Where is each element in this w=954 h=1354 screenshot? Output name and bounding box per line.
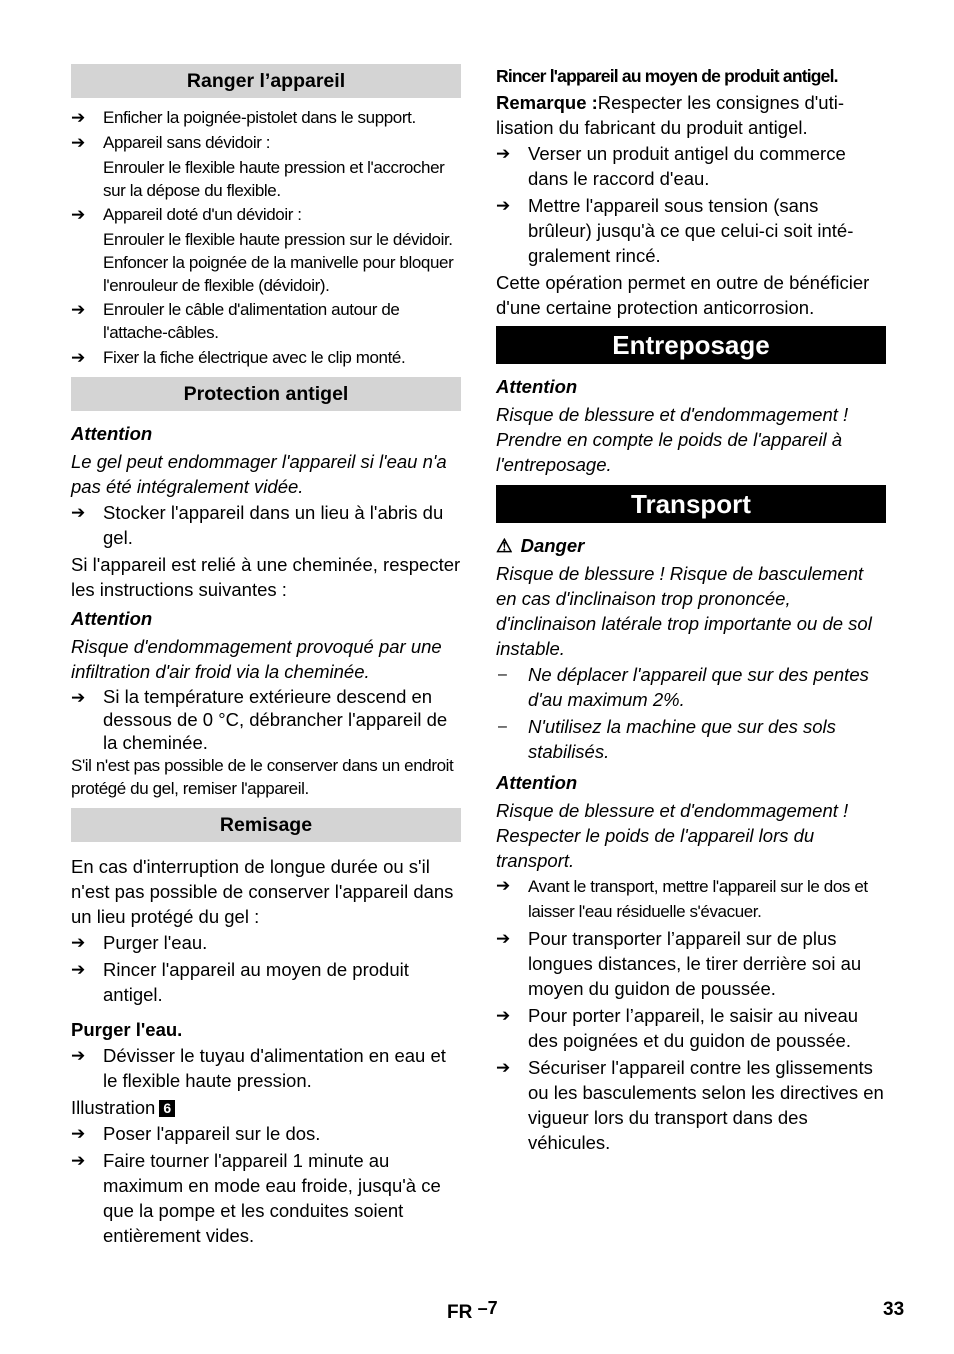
arrow-icon: ➔ — [71, 133, 86, 152]
paragraph: Cette opération permet en outre de bénéficier d'une certaine protection anticorrosion. — [496, 272, 870, 318]
arrow-icon: ➔ — [496, 144, 511, 163]
arrow-icon: ➔ — [496, 1058, 511, 1077]
list-item: ➔ Enrouler le câble d'alimentation autour de l'attache-câbles. — [71, 300, 400, 342]
list-item: – Ne déplacer l'appareil que sur des pentes d'au maximum 2%. — [498, 664, 869, 710]
list-item-detail: Enrouler le flexible haute pression et l'accrocher sur la dépose du flexible. — [103, 158, 445, 200]
list-item: ➔ Rincer l'appareil au moyen de produit antigel. — [71, 959, 409, 1005]
list-item-detail: Enrouler le flexible haute pression sur le dévidoir. Enfoncer la poignée de la manivelle pour bloquer l'enrouleur de flexible (dévidoir). — [103, 230, 454, 295]
list-item: ➔ Pour porter l’appareil, le saisir au niveau des poignées et du guidon de poussée. — [496, 1005, 859, 1051]
paragraph: Si l'appareil est relié à une cheminée, respecter les instructions suivantes : — [71, 554, 461, 600]
arrow-icon: ➔ — [71, 205, 86, 224]
list-item: ➔ Dévisser le tuyau d'alimentation en eau et le flexible haute pression. — [71, 1045, 446, 1091]
paragraph: S'il n'est pas possible de le conserver dans un endroit protégé du gel, remiser l'appareil. — [71, 756, 454, 798]
warning-triangle-icon: ⚠ — [496, 535, 513, 556]
arrow-icon: ➔ — [71, 933, 86, 952]
arrow-icon: ➔ — [71, 300, 86, 319]
list-item: ➔ Verser un produit antigel du commerce dans le raccord d'eau. — [496, 143, 846, 189]
attention-label: Attention — [71, 423, 153, 444]
arrow-icon: ➔ — [71, 1151, 86, 1170]
dash-bullet: – — [498, 718, 507, 735]
list-item: ➔ Stocker l'appareil dans un lieu à l'abris du gel. — [71, 502, 444, 548]
list-item: ➔ Purger l'eau. — [71, 932, 208, 953]
attention-label: Attention — [496, 376, 578, 397]
arrow-icon: ➔ — [71, 1046, 86, 1065]
attention-text: Risque de blessure et d'endommagement ! Respecter le poids de l'appareil lors du transport. — [496, 800, 849, 871]
list-item: – N'utilisez la machine que sur des sols stabilisés. — [498, 716, 836, 762]
arrow-icon: ➔ — [496, 196, 511, 215]
list-item: ➔ Pour transporter l’appareil sur de plus longues distances, le tirer derrière soi au moyen du guidon de poussée. — [496, 928, 862, 999]
subheading: Purger l'eau. — [71, 1019, 183, 1040]
footer-language-page: FR –7 — [447, 1298, 498, 1323]
list-item: ➔ Appareil sans dévidoir : — [71, 133, 271, 152]
arrow-icon: ➔ — [71, 960, 86, 979]
dash-bullet: – — [498, 666, 507, 683]
arrow-icon: ➔ — [71, 688, 86, 707]
list-item: ➔ Mettre l'appareil sous tension (sans brûleur) jusqu'à ce que celui-ci soit intégralement rincé. — [496, 195, 854, 266]
attention-text: Risque de blessure et d'endommagement ! Prendre en compte le poids de l'appareil à l'entreposage. — [496, 404, 849, 475]
list-item: ➔ Enficher la poignée-pistolet dans le support. — [71, 108, 416, 127]
danger-text: Risque de blessure ! Risque de basculement en cas d'inclinaison trop prononcée, d'inclinaison latérale trop importante ou de sol instable. — [496, 563, 872, 659]
list-item: ➔ Faire tourner l'appareil 1 minute au maximum en mode eau froide, jusqu'à ce que la pompe et les conduites soient entièrement vides. — [71, 1150, 441, 1246]
arrow-icon: ➔ — [71, 348, 86, 367]
section-heading-transport: Transport — [496, 485, 886, 523]
illustration-ref: Illustration 6 — [71, 1095, 461, 1120]
list-item: ➔ Sécuriser l'appareil contre les glissements ou les basculements selon les directives en vigueur lors du transport dans des véhicules. — [496, 1057, 884, 1153]
section-heading-antigel: Protection antigel — [71, 377, 461, 411]
arrow-icon: ➔ — [71, 503, 86, 522]
arrow-icon: ➔ — [496, 1006, 511, 1025]
paragraph: En cas d'interruption de longue durée ou s'il n'est pas possible de conserver l'appareil dans un lieu protégé du gel : — [71, 856, 454, 927]
danger-label: ⚠ Danger — [496, 535, 585, 556]
page-number: 33 — [883, 1299, 905, 1320]
attention-label: Attention — [496, 772, 578, 793]
arrow-icon: ➔ — [496, 876, 511, 895]
arrow-icon: ➔ — [71, 1124, 86, 1143]
illustration-number-badge: 6 — [159, 1100, 175, 1117]
list-item: ➔ Poser l'appareil sur le dos. — [71, 1123, 321, 1144]
arrow-icon: ➔ — [496, 929, 511, 948]
attention-label: Attention — [71, 608, 153, 629]
list-item: ➔ Avant le transport, mettre l'appareil sur le dos et laisser l'eau résiduelle s'évacuer. — [496, 874, 886, 924]
list-item: ➔ Si la température extérieure descend en dessous de 0 °C, débrancher l'appareil de la cheminée. — [71, 686, 448, 753]
attention-text: Le gel peut endommager l'appareil si l'eau n'a pas été intégralement vidée. — [71, 451, 447, 497]
section-heading-ranger: Ranger l’appareil — [71, 64, 461, 98]
right-column — [496, 64, 886, 1157]
section-heading-entreposage: Entreposage — [496, 326, 886, 364]
list-item: ➔ Appareil doté d'un dévidoir : — [71, 205, 302, 224]
subheading: Rincer l'appareil au moyen de produit antigel. — [496, 66, 838, 86]
left-column — [71, 64, 461, 1250]
section-heading-remisage: Remisage — [71, 808, 461, 842]
remark: Remarque :Respecter les consignes d'utilisation du fabricant du produit antigel. — [496, 92, 845, 138]
attention-text: Risque d'endommagement provoqué par une infiltration d'air froid via la cheminée. — [71, 636, 442, 682]
arrow-icon: ➔ — [71, 108, 86, 127]
list-item: ➔ Fixer la fiche électrique avec le clip monté. — [71, 348, 406, 367]
